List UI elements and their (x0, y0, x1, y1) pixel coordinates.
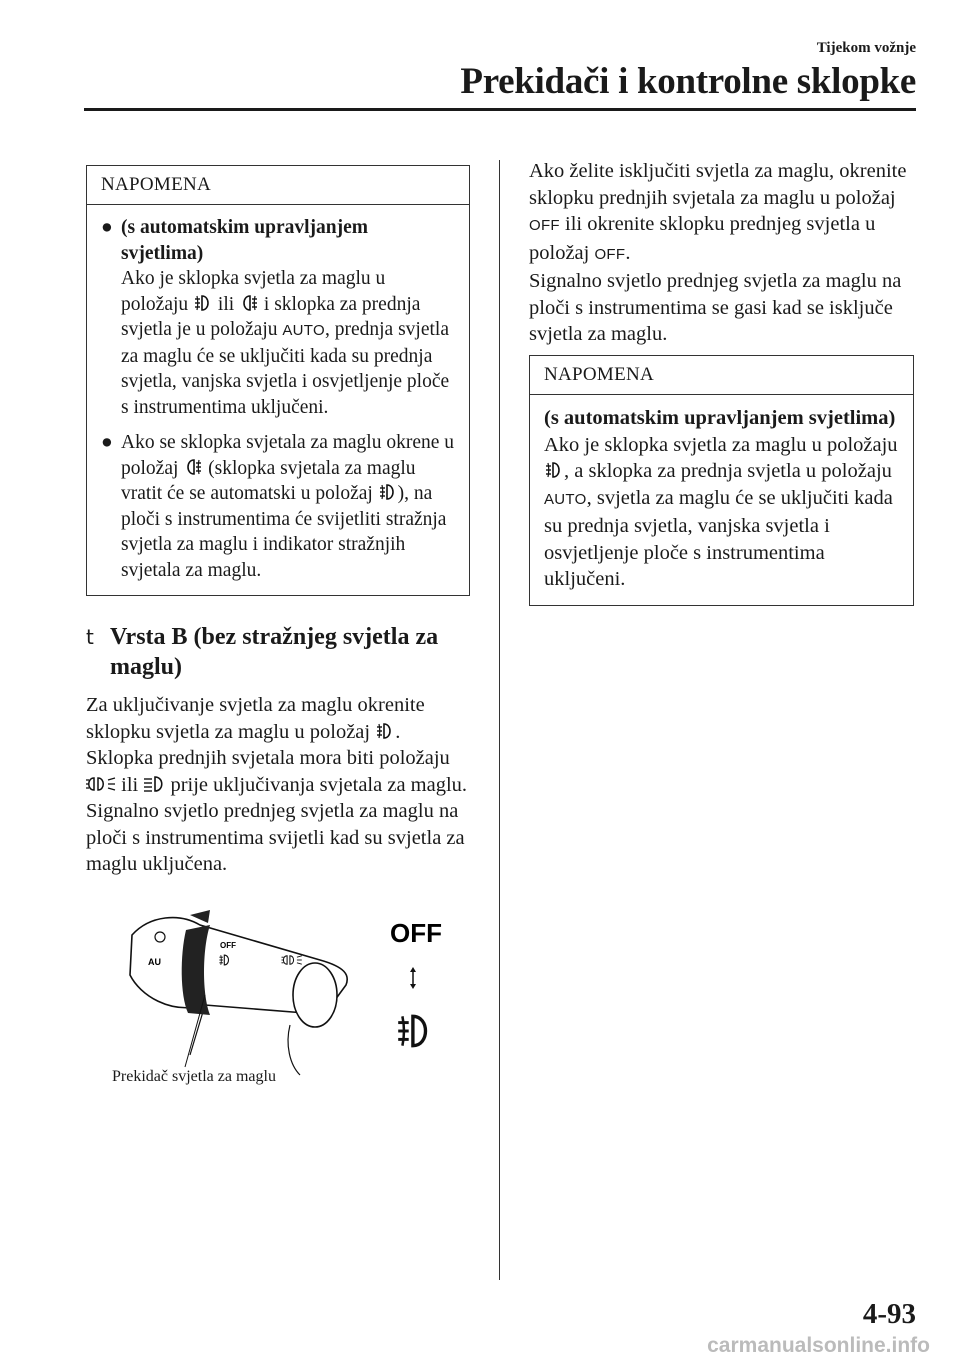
auto-label: AUTO (544, 490, 587, 508)
rear-fog-icon (239, 293, 259, 313)
paragraph-text: . (395, 720, 401, 743)
note-box-2 (529, 355, 914, 606)
note-text: (sklopka svjetala za maglu vratit će se automatski u položaj (121, 457, 416, 504)
column-divider (499, 160, 500, 1280)
header-divider (84, 108, 916, 111)
note-box-1 (86, 165, 470, 596)
note-bullet-1 (101, 215, 455, 420)
note-text: , a sklopka za prednja svjetla u položaju (564, 460, 892, 482)
note-text: Ako je sklopka svjetla za maglu u položaju (121, 268, 386, 315)
bullet-dot: ● (101, 432, 113, 453)
note-text: Ako je sklopka svjetla za maglu u položaju (544, 433, 898, 456)
off-label: OFF (529, 217, 560, 234)
parking-light-icon (86, 774, 116, 794)
front-fog-icon (544, 460, 564, 480)
note-bullet-2 (101, 430, 455, 583)
fog-switch-illustration (110, 905, 460, 1095)
paragraph-text: . (625, 241, 631, 264)
paragraph-text: Za uključivanje svjetla za maglu okrenite sklopku svjetla za maglu u položaj (86, 694, 425, 743)
footer-watermark: carmanualsonline.info (707, 1334, 930, 1357)
page-number: 4-93 (862, 1298, 916, 1330)
note-text: ), na ploči s instrumentima će svijetliti stražnja svjetla za maglu i indikator stražnjih svjetala za maglu. (121, 483, 447, 581)
front-fog-large-icon (398, 1016, 425, 1045)
section-title: Vrsta B (bez stražnjeg svjetla za maglu) (110, 624, 439, 680)
note-heading: NAPOMENA (87, 166, 469, 205)
note-bullet-title: (s automatskim upravljanjem svjetlima) (121, 217, 368, 264)
stalk-auto-label: AU (148, 957, 161, 967)
headlight-icon (143, 774, 165, 794)
note-title: (s automatskim upravljanjem svjetlima) (544, 407, 896, 429)
page-title: Prekidači i kontrolne sklopke (460, 61, 916, 102)
rear-fog-icon (183, 457, 203, 477)
front-fog-icon (375, 721, 395, 741)
note-text: Ako se sklopka svjetala za maglu okrene u položaj (121, 432, 455, 479)
paragraph-text: Ako želite isključiti svjetla za maglu, okrenite sklopku prednjih svjetala za maglu u položaj (529, 160, 907, 209)
front-fog-icon (378, 482, 398, 502)
section-label: Tijekom vožnje (816, 40, 916, 56)
note-text: , prednja svjetla za maglu će se uključiti kada su prednja svjetla, vanjska svjetla i osvjetljenje ploče s instrumentima uključeni. (121, 319, 450, 418)
paragraph-1 (86, 692, 471, 878)
bullet-dot: ● (101, 217, 113, 238)
stalk-off-label: OFF (220, 941, 236, 950)
section-heading (86, 622, 450, 682)
front-fog-icon (193, 293, 213, 313)
right-paragraph-1 (529, 158, 914, 348)
note-heading: NAPOMENA (530, 356, 913, 395)
section-marker: t (86, 625, 94, 649)
paragraph-text: prije uključivanja svjetala za maglu. (170, 773, 468, 796)
fog-switch-figure (110, 905, 460, 1095)
paragraph-text: Sklopka prednjih svjetala mora biti položaju (86, 747, 450, 769)
figure-caption: Prekidač svjetla za maglu (112, 1068, 276, 1085)
off-position-label: OFF (390, 918, 442, 948)
note-text: , svjetla za maglu će se uključiti kada su prednja svjetla, vanjska svjetla i osvjetljenje ploče s instrumentima uključeni. (544, 486, 893, 590)
note-text: i sklopka za prednja svjetla je u položaju (121, 293, 421, 340)
paragraph-text: Signalno svjetlo prednjeg svjetla za maglu na ploči s instrumentima se gasi kad se isključe svjetla za maglu. (529, 270, 902, 345)
paragraph-text: ili (121, 773, 139, 796)
note-text: ili (217, 293, 235, 315)
off-label: OFF (594, 245, 626, 263)
paragraph-text: Signalno svjetlo prednjeg svjetla za maglu na ploči s instrumentima svijetli kad su svjetla za maglu uključena. (86, 800, 465, 875)
auto-label: AUTO (282, 322, 325, 339)
paragraph-text: ili okrenite sklopku prednjeg svjetla u položaj (529, 213, 876, 264)
